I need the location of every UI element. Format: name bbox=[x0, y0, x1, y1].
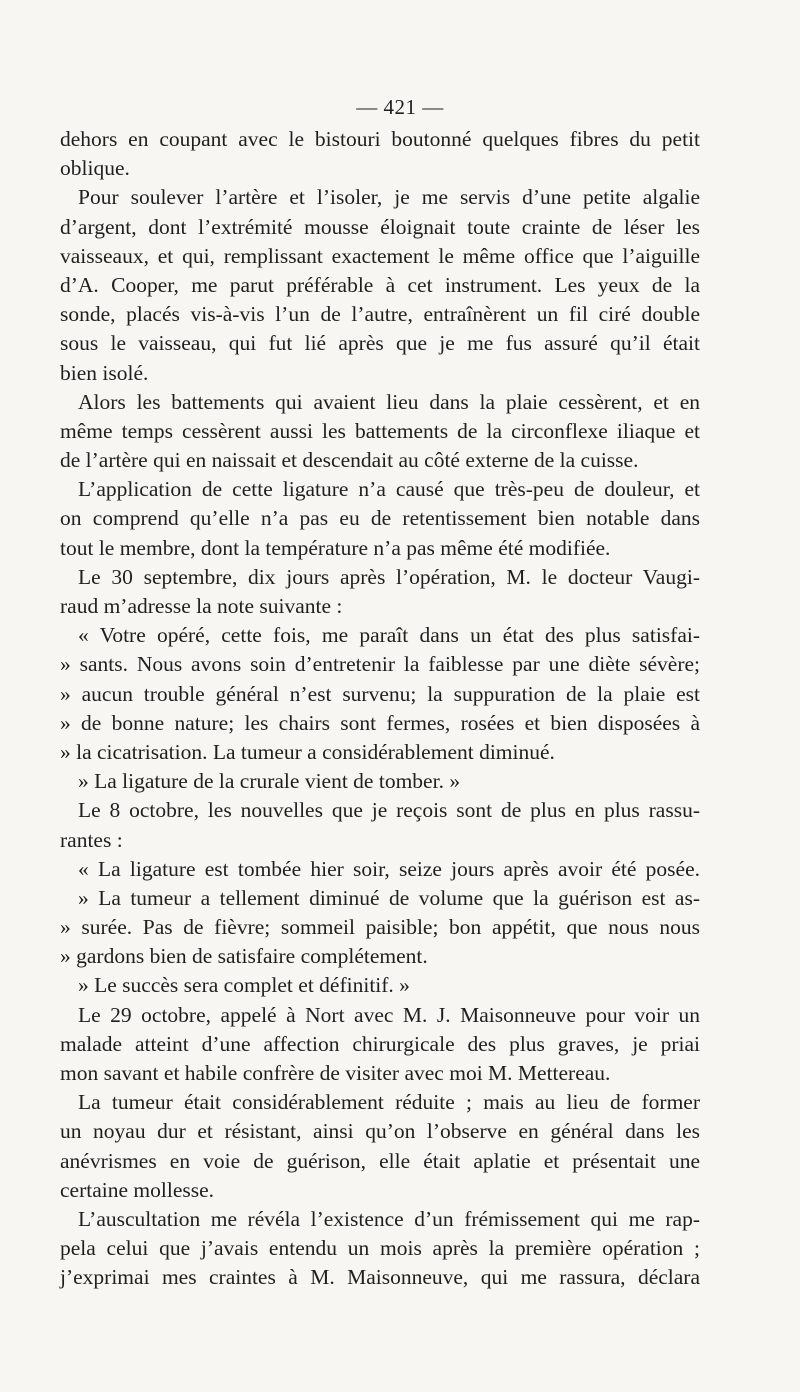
text-line: » La ligature de la crurale vient de tomber. » bbox=[78, 769, 461, 794]
text-line: de l’artère qui en naissait et descendait au côté externe de la cuisse. bbox=[60, 448, 639, 473]
text-line: un noyau dur et résistant, ainsi qu’on l’observe en général dans les bbox=[60, 1119, 700, 1144]
text-line: » surée. Pas de fièvre; sommeil paisible; bon appétit, que nous nous bbox=[60, 915, 700, 940]
text-line: Le 29 octobre, appelé à Nort avec M. J. Maisonneuve pour voir un bbox=[78, 1002, 700, 1027]
text-line: « La ligature est tombée hier soir, seize jours après avoir été posée. bbox=[78, 856, 700, 881]
text-line: » Le succès sera complet et définitif. » bbox=[78, 973, 410, 998]
page-number: — 421 — bbox=[356, 95, 444, 119]
text-line: malade atteint d’une affection chirurgicale des plus graves, je priai bbox=[60, 1031, 700, 1056]
text-line: » sants. Nous avons soin d’entretenir la faiblesse par une diète sévère; bbox=[60, 652, 700, 677]
text-line: d’argent, dont l’extrémité mousse éloignait toute crainte de léser les bbox=[60, 214, 700, 239]
text-line: » la cicatrisation. La tumeur a considérablement diminué. bbox=[60, 739, 555, 764]
text-line: dehors en coupant avec le bistouri boutonné quelques fibres du petit bbox=[60, 127, 700, 151]
text-line: oblique. bbox=[60, 156, 130, 181]
text-line: L’application de cette ligature n’a causé que très-peu de douleur, et bbox=[78, 477, 700, 502]
body-text bbox=[60, 125, 700, 1293]
text-line: raud m’adresse la note suivante : bbox=[60, 594, 343, 618]
text-line: sous le vaisseau, qui fut lié après que je me fus assuré qu’il était bbox=[60, 331, 700, 356]
text-line: sonde, placés vis-à-vis l’un de l’autre, entraînèrent un fil ciré double bbox=[60, 302, 700, 327]
text-line: L’auscultation me révéla l’existence d’un frémissement qui me rap- bbox=[78, 1206, 700, 1231]
text-line: j’exprimai mes craintes à M. Maisonneuve, qui me rassura, déclara bbox=[60, 1265, 700, 1290]
text-line: on comprend qu’elle n’a pas eu de retentissement bien notable dans bbox=[60, 506, 700, 531]
text-line: tout le membre, dont la température n’a pas même été modifiée. bbox=[60, 535, 611, 560]
text-line: Le 8 octobre, les nouvelles que je reçois sont de plus en plus rassu- bbox=[78, 798, 700, 823]
text-line: » aucun trouble général n’est survenu; la suppuration de la plaie est bbox=[60, 681, 700, 706]
text-line: rantes : bbox=[60, 827, 123, 852]
text-line: bien isolé. bbox=[60, 360, 149, 385]
text-line: Le 30 septembre, dix jours après l’opération, M. le docteur Vaugi- bbox=[78, 564, 700, 589]
text-line: pela celui que j’avais entendu un mois après la première opération ; bbox=[60, 1236, 700, 1261]
text-line: « Votre opéré, cette fois, me paraît dans un état des plus satisfai- bbox=[78, 623, 700, 648]
text-line: Alors les battements qui avaient lieu dans la plaie cessèrent, et en bbox=[78, 389, 700, 414]
text-line: » gardons bien de satisfaire complétement. bbox=[60, 944, 428, 969]
text-line: certaine mollesse. bbox=[60, 1177, 215, 1202]
text-line: mon savant et habile confrère de visiter avec moi M. Mettereau. bbox=[60, 1061, 611, 1085]
text-line: » La tumeur a tellement diminué de volume que la guérison est as- bbox=[78, 885, 700, 910]
text-line: anévrismes en voie de guérison, elle était aplatie et présentait une bbox=[60, 1148, 700, 1173]
text-line: La tumeur était considérablement réduite ; mais au lieu de former bbox=[78, 1090, 700, 1115]
text-line: vaisseaux, et qui, remplissant exactement le même office que l’aiguille bbox=[60, 243, 700, 268]
text-line: d’A. Cooper, me parut préférable à cet instrument. Les yeux de la bbox=[60, 272, 700, 297]
text-line: même temps cessèrent aussi les battements de la circonflexe iliaque et bbox=[60, 418, 700, 443]
text-line: » de bonne nature; les chairs sont fermes, rosées et bien disposées à bbox=[60, 710, 700, 735]
text-line: Pour soulever l’artère et l’isoler, je me servis d’une petite algalie bbox=[78, 185, 700, 210]
